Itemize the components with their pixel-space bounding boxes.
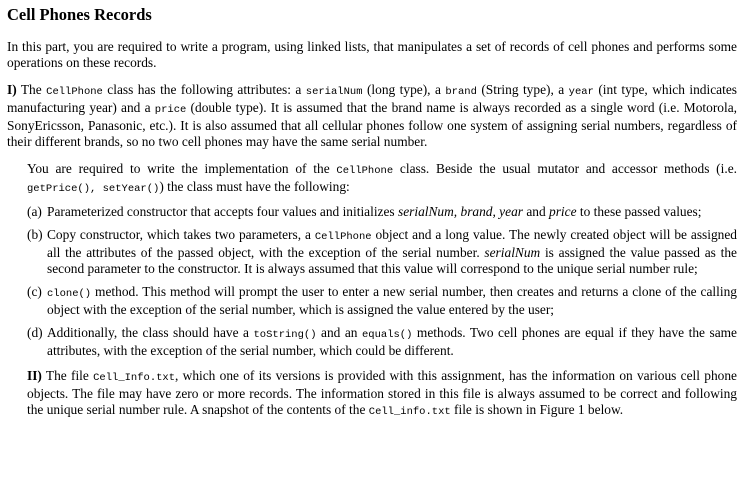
code-term: CellPhone [46, 86, 103, 98]
text-run: class has the following attributes: a [102, 82, 306, 97]
list-text [47, 204, 737, 220]
part2-paragraph [27, 368, 737, 420]
text-run: (int type, which indicates manufacturing year) and a [7, 82, 737, 115]
text-run: Additionally, the class should have a [47, 325, 254, 340]
emphasis: serialNum [484, 245, 541, 260]
text-run: (long type), a [362, 82, 446, 97]
text-run: method. This method will prompt the user to enter a new serial number, then creates and returns a clone of the calling object with the exception of the serial number, which is assigned the value entered by the user; [47, 284, 737, 317]
list-item-d [27, 325, 737, 359]
emphasis: serialNum, brand, year [398, 204, 523, 219]
text-run: object and a long value. The newly created object will be assigned all the attributes of the passed object, with the exception of the serial number. [47, 227, 737, 260]
list-item-b [27, 227, 737, 277]
list-text [47, 284, 737, 318]
text-run: Copy constructor, which takes two parameters, a [47, 227, 315, 242]
text-run: to these passed values; [576, 204, 702, 219]
code-term: CellPhone [336, 165, 394, 177]
text-run: and [522, 204, 550, 219]
text-run: You are required to write the implementation of the [27, 161, 337, 176]
list-label: (a) [27, 204, 42, 219]
list-label: (b) [27, 227, 43, 242]
intro-paragraph [7, 39, 737, 71]
part1-label: I) [7, 82, 17, 97]
emphasis: price [549, 204, 577, 219]
text-run: ) the class must have the following: [159, 179, 350, 194]
text-run: , which one of its versions is provided with this assignment, has the information on various cell phone objects. The file may have zero or more records. The information stored in this file is always assumed to be correct and following the unique serial number rule. A snapshot of the contents of the [27, 368, 737, 417]
text-run: The file [41, 368, 94, 383]
requirements-block [7, 161, 737, 420]
code-term: toString() [253, 329, 317, 341]
part2-label: II) [27, 368, 42, 383]
text-run: file is shown in Figure 1 below. [450, 402, 624, 417]
text-run: (double type). It is assumed that the brand name is always recorded as a single word (i.e. Motorola, SonyEricsson, Panasonic, etc.). It is also assumed that all cellular phones follow one system of assigning serial numbers, regardless of their different brands, so no two cell phones may have the same serial number. [7, 100, 737, 149]
list-text [47, 227, 737, 277]
list-item-a [27, 204, 737, 220]
text-run: methods. Two cell phones are equal if they have the same attributes, with the exception of the serial number, which could be different. [47, 325, 737, 358]
code-term: Cell_info.txt [368, 406, 451, 418]
list-label: (c) [27, 284, 42, 299]
page-title: Cell Phones Records [7, 5, 152, 24]
part1-paragraph [7, 82, 737, 150]
list-text [47, 325, 737, 359]
code-term: Cell_Info.txt [93, 372, 176, 384]
text-run: (String type), a [476, 82, 569, 97]
code-term: getPrice(), setYear() [27, 183, 160, 195]
text-run: The [16, 82, 47, 97]
code-term: equals() [362, 329, 413, 341]
code-term: brand [445, 86, 477, 98]
text-run: class. Beside the usual mutator and accessor methods (i.e. [393, 161, 738, 176]
list-item-c [27, 284, 737, 318]
code-term: CellPhone [314, 231, 372, 243]
text-run: Parameterized constructor that accepts four values and initializes [47, 204, 398, 219]
code-term: clone() [47, 288, 92, 300]
code-term: year [568, 86, 594, 98]
list-label: (d) [27, 325, 43, 340]
text-run: is assigned the value passed as the second parameter to the constructor. It is always assumed that this value will correspond to the unique serial number rule; [47, 245, 737, 276]
intro-text: In this part, you are required to write a program, using linked lists, that manipulates a set of records of cell phones and performs some operations on these records. [7, 39, 737, 70]
code-term: serialNum [305, 86, 363, 98]
code-term: price [154, 104, 187, 116]
text-run: and an [316, 325, 362, 340]
requirements-paragraph [27, 161, 737, 197]
